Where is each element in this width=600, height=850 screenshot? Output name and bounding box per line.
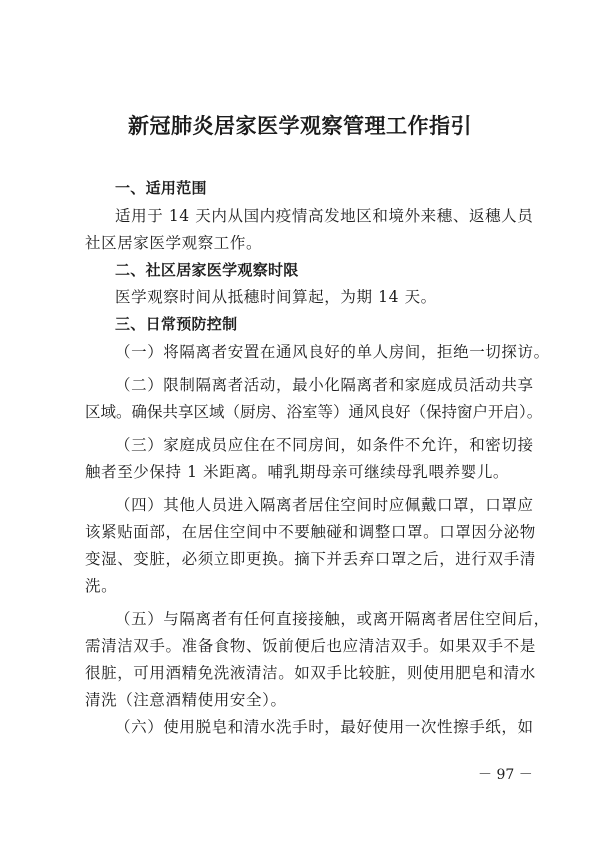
paragraph-line: 洗。 bbox=[85, 577, 118, 595]
paragraph-line: 需清洁双手。准备食物、饭前便后也应清洁双手。如果双手不是 bbox=[85, 637, 536, 655]
paragraph-line: 医学观察时间从抵穗时间算起，为期 14 天。 bbox=[115, 288, 437, 306]
page-number: － 97 － bbox=[478, 767, 533, 783]
section-heading-period: 二、社区居家医学观察时限 bbox=[115, 261, 299, 279]
document-title: 新冠肺炎居家医学观察管理工作指引 bbox=[128, 113, 472, 138]
paragraph-line: 适用于 14 天内从国内疫情高发地区和境外来穗、返穗人员 bbox=[115, 207, 534, 225]
paragraph-line: （二）限制隔离者活动，最小化隔离者和家庭成员活动共享 bbox=[115, 376, 534, 394]
section-heading-prevention: 三、日常预防控制 bbox=[115, 315, 238, 333]
paragraph-line: （六）使用脱皂和清水洗手时，最好使用一次性擦手纸，如 bbox=[115, 718, 534, 736]
paragraph-line: 清洗（注意酒精使用安全）。 bbox=[85, 691, 287, 709]
paragraph-line: （三）家庭成员应住在不同房间，如条件不允许，和密切接 bbox=[115, 436, 534, 454]
paragraph-line: 很脏，可用酒精免洗液清洁。如双手比较脏，则使用肥皂和清水 bbox=[85, 664, 536, 682]
paragraph-line: （五）与隔离者有任何直接接触，或离开隔离者居住空间后， bbox=[115, 610, 550, 628]
paragraph-line: 该紧贴面部，在居住空间中不要触碰和调整口罩。口罩因分泌物 bbox=[85, 523, 536, 541]
paragraph-line: 变湿、变脏，必须立即更换。摘下并丢弃口罩之后，进行双手清 bbox=[85, 550, 536, 568]
paragraph-line: （一）将隔离者安置在通风良好的单人房间，拒绝一切探访。 bbox=[115, 343, 550, 361]
paragraph-line: 触者至少保持 1 米距离。哺乳期母亲可继续母乳喂养婴儿。 bbox=[85, 463, 510, 481]
section-heading-scope: 一、适用范围 bbox=[115, 179, 207, 197]
paragraph-line: 社区居家医学观察工作。 bbox=[85, 234, 263, 252]
paragraph-line: （四）其他人员进入隔离者居住空间时应佩戴口罩，口罩应 bbox=[115, 496, 534, 514]
paragraph-line: 区域。确保共享区域（厨房、浴室等）通风良好（保持窗户开启）。 bbox=[85, 403, 543, 421]
